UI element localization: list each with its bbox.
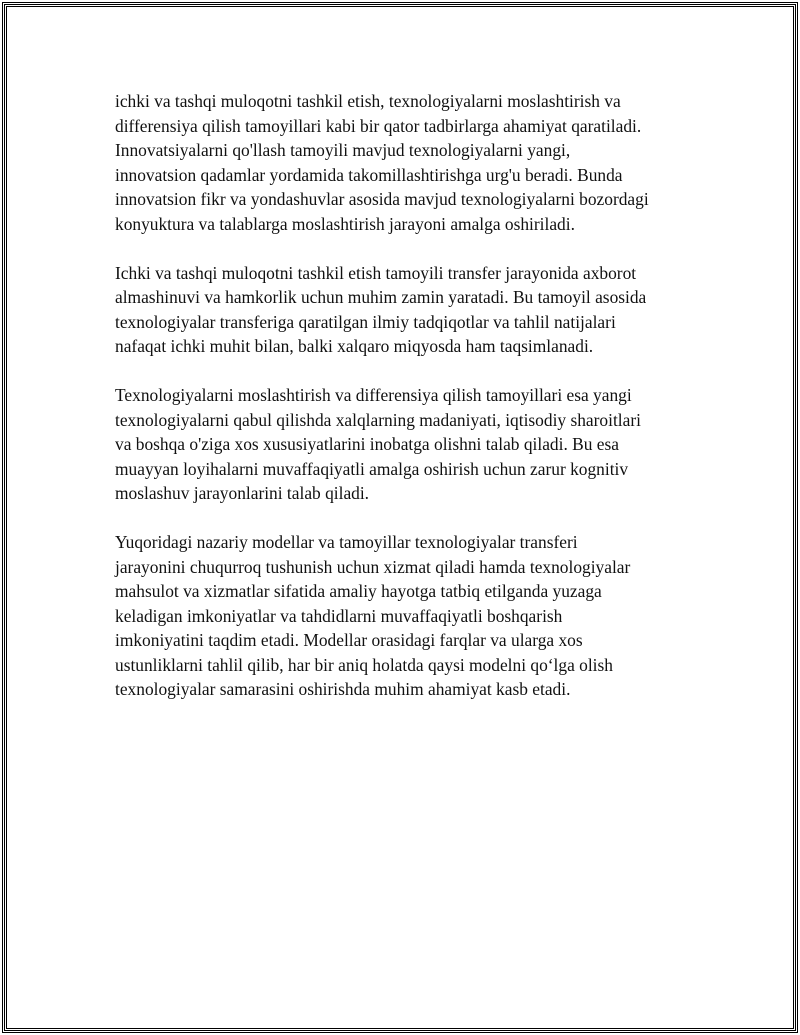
text-line: Innovatsiyalarni qo'llash tamoyili mavjud texnologiyalarni yangi, bbox=[115, 140, 571, 161]
text-line: mahsulot va xizmatlar sifatida amaliy hayotga tatbiq etilganda yuzaga bbox=[115, 581, 602, 602]
text-line: innovatsion qadamlar yordamida takomillashtirishga urg'u beradi. Bunda bbox=[115, 164, 623, 185]
text-line: jarayonini chuqurroq tushunish uchun xizmat qiladi hamda texnologiyalar bbox=[115, 556, 631, 577]
paragraph-2 bbox=[115, 261, 695, 359]
text-line: ichki va tashqi muloqotni tashkil etish, texnologiyalarni moslashtirish va bbox=[115, 91, 621, 111]
text-line: nafaqat ichki muhit bilan, balki xalqaro miqyosda ham taqsimlanadi. bbox=[115, 336, 594, 357]
text-line: differensiya qilish tamoyillari kabi bir qator tadbirlarga ahamiyat qaratiladi. bbox=[115, 115, 642, 136]
text-line: Texnologiyalarni moslashtirish va differensiya qilish tamoyillari esa yangi bbox=[115, 384, 632, 405]
document-body bbox=[115, 89, 695, 702]
text-line: almashinuvi va hamkorlik uchun muhim zamin yaratadi. Bu tamoyil asosida bbox=[115, 287, 647, 308]
text-line: Yuqoridagi nazariy modellar va tamoyillar texnologiyalar transferi bbox=[115, 531, 578, 552]
text-line: texnologiyalar transferiga qaratilgan ilmiy tadqiqotlar va tahlil natijalari bbox=[115, 311, 616, 332]
text-line: Ichki va tashqi muloqotni tashkil etish tamoyili transfer jarayonida axborot bbox=[115, 262, 637, 283]
text-line: texnologiyalarni qabul qilishda xalqlarning madaniyati, iqtisodiy sharoitlari bbox=[115, 409, 641, 430]
paragraph-4 bbox=[115, 530, 695, 702]
text-line: muayyan loyihalarni muvaffaqiyatli amalga oshirish uchun zarur kognitiv bbox=[115, 458, 629, 479]
text-line: innovatsion fikr va yondashuvlar asosida mavjud texnologiyalarni bozordagi bbox=[115, 189, 649, 210]
text-line: imkoniyatini taqdim etadi. Modellar orasidagi farqlar va ularga xos bbox=[115, 630, 583, 651]
text-line: moslashuv jarayonlarini talab qiladi. bbox=[115, 483, 370, 504]
text-line: konyuktura va talablarga moslashtirish jarayoni amalga oshiriladi. bbox=[115, 213, 575, 234]
paragraph-1 bbox=[115, 89, 695, 237]
paragraph-3 bbox=[115, 383, 695, 506]
text-line: ustunliklarni tahlil qilib, har bir aniq holatda qaysi modelni qo‘lga olish bbox=[115, 654, 613, 675]
text-line: keladigan imkoniyatlar va tahdidlarni muvaffaqiyatli boshqarish bbox=[115, 605, 563, 626]
text-line: texnologiyalar samarasini oshirishda muhim ahamiyat kasb etadi. bbox=[115, 679, 571, 700]
text-line: va boshqa o'ziga xos xususiyatlarini inobatga olishni talab qiladi. Bu esa bbox=[115, 434, 619, 455]
